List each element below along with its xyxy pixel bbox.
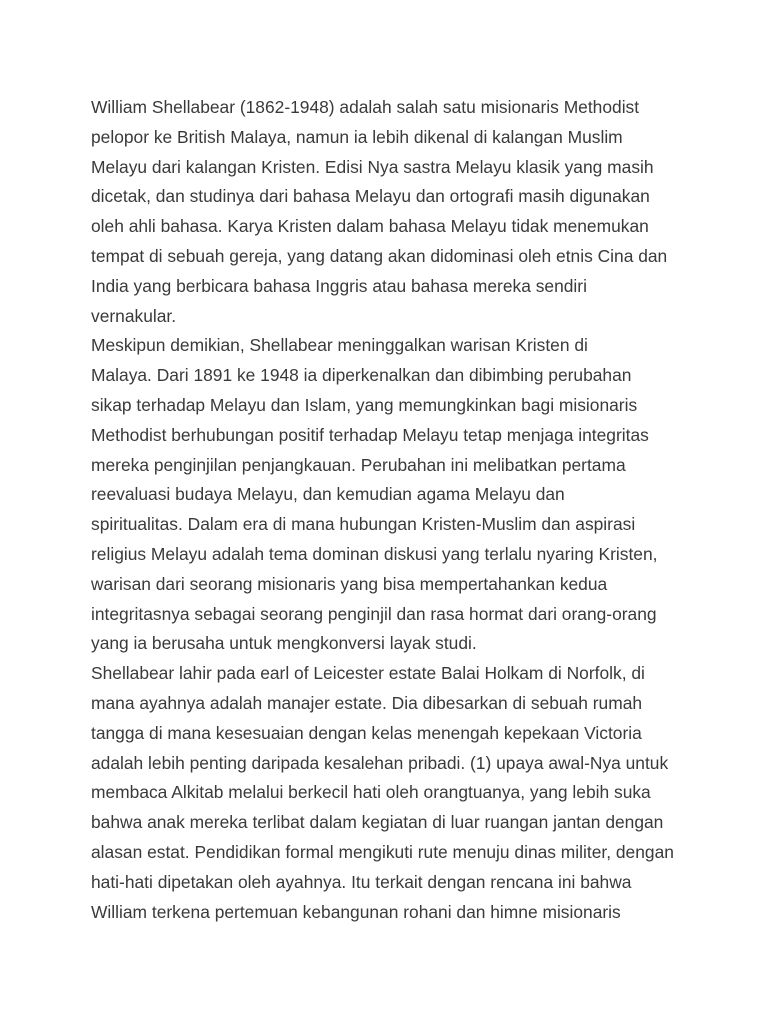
text-line: William terkena pertemuan kebangunan rohani dan himne misionaris	[91, 901, 621, 922]
text-line: Methodist berhubungan positif terhadap Melayu tetap menjaga integritas	[91, 424, 649, 445]
text-line: oleh ahli bahasa. Karya Kristen dalam bahasa Melayu tidak menemukan	[91, 216, 649, 237]
body-text	[91, 93, 691, 927]
text-line: spiritualitas. Dalam era di mana hubungan Kristen-Muslim dan aspirasi	[91, 514, 636, 535]
text-line: India yang berbicara bahasa Inggris atau bahasa mereka sendiri	[91, 275, 587, 296]
text-line: bahwa anak mereka terlibat dalam kegiatan di luar ruangan jantan dengan	[91, 812, 664, 833]
text-line: religius Melayu adalah tema dominan diskusi yang terlalu nyaring Kristen,	[91, 543, 658, 564]
text-line: tangga di mana kesesuaian dengan kelas menengah kepekaan Victoria	[91, 722, 642, 743]
text-line: mereka penginjilan penjangkauan. Perubahan ini melibatkan pertama	[91, 454, 626, 475]
text-line: yang ia berusaha untuk mengkonversi layak studi.	[91, 633, 477, 654]
text-line: dicetak, dan studinya dari bahasa Melayu dan ortografi masih digunakan	[91, 186, 650, 207]
text-line: Shellabear lahir pada earl of Leicester estate Balai Holkam di Norfolk, di	[91, 663, 645, 684]
text-line: hati-hati dipetakan oleh ayahnya. Itu terkait dengan rencana ini bahwa	[91, 871, 632, 892]
text-line: integritasnya sebagai seorang penginjil dan rasa hormat dari orang-orang	[91, 603, 657, 624]
text-line: membaca Alkitab melalui berkecil hati oleh orangtuanya, yang lebih suka	[91, 782, 651, 803]
text-line: Meskipun demikian, Shellabear meninggalkan warisan Kristen di	[91, 335, 588, 356]
text-line: William Shellabear (1862-1948) adalah salah satu misionaris Methodist	[91, 97, 640, 117]
text-line: sikap terhadap Melayu dan Islam, yang memungkinkan bagi misionaris	[91, 394, 638, 415]
text-line: reevaluasi budaya Melayu, dan kemudian agama Melayu dan	[91, 484, 565, 505]
text-line: adalah lebih penting daripada kesalehan pribadi. (1) upaya awal-Nya untuk	[91, 752, 669, 773]
text-line: pelopor ke British Malaya, namun ia lebih dikenal di kalangan Muslim	[91, 126, 623, 147]
text-line: mana ayahnya adalah manajer estate. Dia dibesarkan di sebuah rumah	[91, 692, 643, 713]
text-line: vernakular.	[91, 305, 177, 326]
text-line: warisan dari seorang misionaris yang bisa mempertahankan kedua	[91, 573, 608, 594]
text-line: Malaya. Dari 1891 ke 1948 ia diperkenalkan dan dibimbing perubahan	[91, 365, 632, 386]
text-line: Melayu dari kalangan Kristen. Edisi Nya sastra Melayu klasik yang masih	[91, 156, 654, 177]
text-line: alasan estat. Pendidikan formal mengikuti rute menuju dinas militer, dengan	[91, 841, 674, 862]
text-line: tempat di sebuah gereja, yang datang akan didominasi oleh etnis Cina dan	[91, 245, 668, 266]
